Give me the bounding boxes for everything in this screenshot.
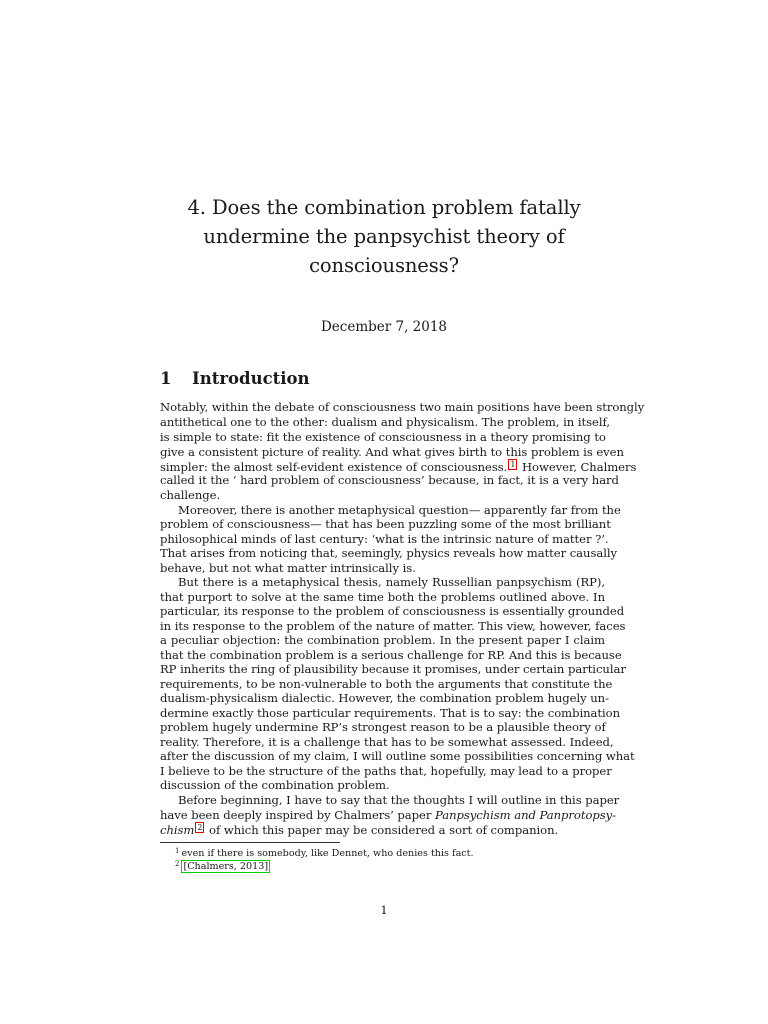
body-line: That arises from noticing that, seemingly, physics reveals how matter causally <box>160 546 618 560</box>
section-heading <box>160 369 310 389</box>
body-text: However, Chalmers <box>518 460 637 474</box>
body-line: give a consistent picture of reality. And what gives birth to this problem is even <box>160 445 624 459</box>
section-number: 1 <box>160 369 172 388</box>
body-line: Before beginning, I have to say that the thoughts I will outline in this paper <box>178 793 620 807</box>
footnote-rule <box>160 842 340 843</box>
body-line: is simple to state: fit the existence of consciousness in a theory promising to <box>160 430 606 444</box>
footnote-ref-2[interactable]: 2 <box>197 823 203 832</box>
body-line: Moreover, there is another metaphysical question— apparently far from the <box>178 503 621 517</box>
body-line: that purport to solve at the same time both the problems outlined above. In <box>160 590 605 604</box>
body-line: discussion of the combination problem. <box>160 778 390 792</box>
body-line: challenge. <box>160 488 221 502</box>
footnote-mark: 1 <box>175 847 180 855</box>
body-line: problem hugely undermine RP’s strongest reason to be a plausible theory of <box>160 720 606 734</box>
body-line: RP inherits the ring of plausibility because it promises, under certain particular <box>160 662 626 676</box>
body-line: requirements, to be non-vulnerable to both the arguments that constitute the <box>160 677 613 691</box>
body-line: in its response to the problem of the nature of matter. This view, however, faces <box>160 619 626 633</box>
body-line: dermine exactly those particular requirements. That is to say: the combination <box>160 706 620 720</box>
body-line: problem of consciousness— that has been puzzling some of the most brilliant <box>160 517 611 531</box>
footnote-mark: 2 <box>175 860 180 868</box>
body-line: particular, its response to the problem of consciousness is essentially grounded <box>160 604 625 618</box>
paper-title-line: consciousness? <box>309 254 459 277</box>
body-text: simpler: the almost self-evident existence of consciousness. <box>160 460 508 474</box>
body-line: Notably, within the debate of consciousness two main positions have been strongly <box>160 400 645 414</box>
body-line: philosophical minds of last century: ‘what is the intrinsic nature of matter ?’. <box>160 532 609 546</box>
body-line: called it the ‘ hard problem of consciousness’ because, in fact, it is a very hard <box>160 473 619 487</box>
body-line: a peculiar objection: the combination problem. In the present paper I claim <box>160 633 605 647</box>
cited-paper-title: Panpsychism and Panprotopsy- <box>434 808 617 822</box>
paper-date: December 7, 2018 <box>320 319 448 335</box>
body-line: But there is a metaphysical thesis, namely Russellian panpsychism (RP), <box>178 575 605 589</box>
body-line <box>160 808 617 822</box>
body-line: reality. Therefore, it is a challenge that has to be somewhat assessed. Indeed, <box>160 735 614 749</box>
body-line: behave, but not what matter intrinsically is. <box>160 561 416 575</box>
paper-title-line: undermine the panpsychist theory of <box>203 225 565 248</box>
footnote-ref-1[interactable]: 1 <box>510 460 516 469</box>
body-line <box>160 822 605 836</box>
paper-title-line: 4. Does the combination problem fatally <box>187 196 581 219</box>
footnote-text: even if there is somebody, like Dennet, who denies this fact. <box>181 848 474 859</box>
body-line: dualism-physicalism dialectic. However, the combination problem hugely un- <box>160 691 609 705</box>
body-text: of which this paper may be considered a sort of companion. <box>205 823 559 837</box>
footnote-2 <box>175 858 270 873</box>
body-line: antithetical one to the other: dualism and physicalism. The problem, in itself, <box>160 415 610 429</box>
body-line: I believe to be the structure of the paths that, hopefully, may lead to a proper <box>160 764 612 778</box>
body-line <box>160 459 637 474</box>
cited-paper-title: chism <box>160 823 195 837</box>
citation-link[interactable]: [Chalmers, 2013] <box>183 861 269 872</box>
section-title: Introduction <box>192 369 310 388</box>
body-line: after the discussion of my claim, I will outline some possibilities concerning what <box>160 749 635 763</box>
body-line: that the combination problem is a serious challenge for RP. And this is because <box>160 648 622 662</box>
body-text: have been deeply inspired by Chalmers’ paper <box>160 808 435 822</box>
page-number: 1 <box>380 903 388 917</box>
